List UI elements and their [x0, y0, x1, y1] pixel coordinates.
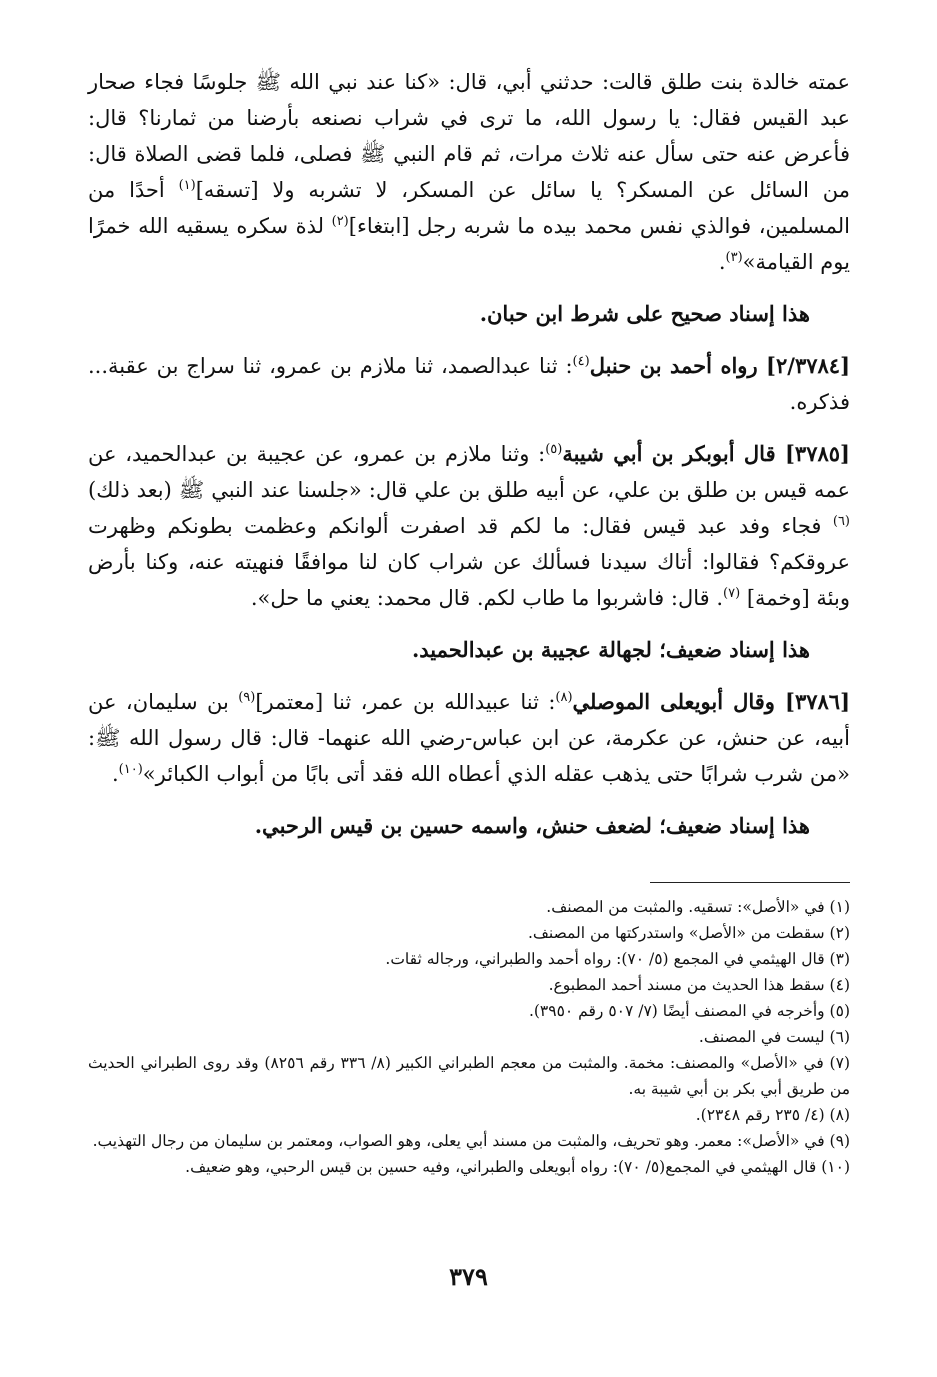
hadith-number-narrator: [٢/٣٧٨٤] رواه أحمد بن حنبل [589, 353, 851, 378]
footnote-ref: (١٠) [118, 762, 143, 777]
footnote-ref: (٤) [572, 354, 590, 369]
hadith-number-narrator: [٣٧٨٥] قال أبوبكر بن أبي شيبة [562, 441, 850, 466]
footnote: (٤) سقط هذا الحديث من مسند أحمد المطبوع. [548, 976, 850, 994]
text-run: فجاء وفد عبد قيس فقال: ما لكم قد اصفرت ألوانكم وعظمت بطونكم وظهرت عروقكم؟ فقالوا: أتاك سيدنا فسألك عن شراب كان لنا موافقًا فنهيته عنه، وكنا بأرض وبئة [وخمة] [88, 514, 850, 610]
footnote: (٧) في «الأصل» والمصنف: مخمة. والمثبت من معجم الطبراني الكبير (٨/ ٣٣٦ رقم ٨٢٥٦) وقد روى الطبراني الحديث من طريق أبي بكر بن أبي شيبة به. [88, 1054, 850, 1098]
text-run: : وثنا ملازم بن عمرو، عن عجيبة بن عبدالحميد، عن عمه قيس بن طلق بن علي، عن أبيه طلق بن علي قال: «جلسنا عند النبي ﷺ (بعد ذلك) [88, 442, 850, 502]
footnote: (١٠) قال الهيثمي في المجمع(٥/ ٧٠): رواه أبويعلى والطبراني، وفيه حسين بن قيس الرحبي، وهو ضعيف. [185, 1158, 850, 1176]
footnote-ref: (٦) [832, 514, 850, 529]
text-run: : ثنا عبدالصمد، ثنا ملازم بن عمرو، ثنا سراج بن عقبة... فذكره. [88, 354, 850, 414]
footnote: (٩) في «الأصل»: معمر. وهو تحريف، والمثبت من مسند أبي يعلى، وهو الصواب، ومعتمر بن سليمان من رجال التهذيب. [92, 1132, 850, 1150]
footnote-ref: (٨) [555, 690, 573, 705]
text-run: . [718, 250, 726, 274]
paragraph-hadith-3786 [88, 684, 850, 792]
footnote-ref: (٥) [545, 442, 563, 457]
footnote: (٢) سقطت من «الأصل» واستدركتها من المصنف. [527, 924, 850, 942]
text-run: بن سليمان، عن أبيه، عن حنش، عن عكرمة، عن ابن عباس-رضي الله عنهما- قال: قال رسول الله ﷺ: «من شرب شرابًا حتى يذهب عقله الذي أعطاه الله فقد أتى بابًا من أبواب الكبائر» [88, 690, 850, 786]
footnote-ref: (٢) [331, 214, 349, 229]
paragraph-hadith-3785 [88, 436, 850, 616]
text-run: . قال: فاشربوا ما طاب لكم. قال محمد: يعني ما حل». [250, 586, 724, 610]
footnotes [88, 894, 850, 1180]
text-run: عمته خالدة بنت طلق قالت: حدثني أبي، قال: «كنا عند نبي الله ﷺ جلوسًا فجاء صحار عبد القيس فقال: يا رسول الله، ما ترى في شراب نصنعه بأرضنا من ثمارنا؟ قال: فأعرض عنه حتى سأل عنه ثلاث مرات، ثم قام النبي ﷺ فصلى، فلما قضى الصلاة قال: من السائل عن المسكر؟ يا سائل عن المسكر، لا تشربه ولا [تسقه] [88, 70, 850, 202]
paragraph-hadith-3784 [88, 348, 850, 420]
footnote: (٥) وأخرجه في المصنف أيضًا (٧/ ٥٠٧ رقم ٣٩٥٠). [528, 1002, 850, 1020]
main-text [88, 64, 850, 860]
isnad-ruling: هذا إسناد صحيح على شرط ابن حبان. [479, 301, 810, 326]
footnote-ref: (٣) [725, 250, 743, 265]
text-run: أحدًا من المسلمين، فوالذي نفس محمد بيده ما شربه رجل [ابتغاء] [88, 178, 850, 238]
text-run: : ثنا عبيدالله بن عمر، ثنا [معتمر] [255, 690, 556, 714]
footnote-ref: (١) [178, 178, 196, 193]
footnote: (٣) قال الهيثمي في المجمع (٥/ ٧٠): رواه أحمد والطبراني، ورجاله ثقات. [385, 950, 850, 968]
footnote: (١) في «الأصل»: تسقيه. والمثبت من المصنف. [546, 898, 850, 916]
footnote: (٨) (٤/ ٢٣٥ رقم ٢٣٤٨). [695, 1106, 850, 1124]
text-run: . [111, 762, 119, 786]
paragraph-hadith-continuation [88, 64, 850, 280]
footnote-ref: (٧) [723, 586, 741, 601]
page-number: ٣٧٩ [449, 1262, 488, 1291]
footnote: (٦) ليست في المصنف. [698, 1028, 850, 1046]
text-run: لذة سكره يسقيه الله خمرًا يوم القيامة» [88, 214, 850, 274]
hadith-number-narrator: [٣٧٨٦] وقال أبويعلى الموصلي [572, 689, 850, 714]
footnote-separator [650, 882, 850, 883]
footnote-ref: (٩) [238, 690, 256, 705]
isnad-ruling: هذا إسناد ضعيف؛ لضعف حنش، واسمه حسين بن قيس الرحبي. [254, 813, 810, 838]
isnad-ruling: هذا إسناد ضعيف؛ لجهالة عجيبة بن عبدالحميد. [411, 637, 810, 662]
